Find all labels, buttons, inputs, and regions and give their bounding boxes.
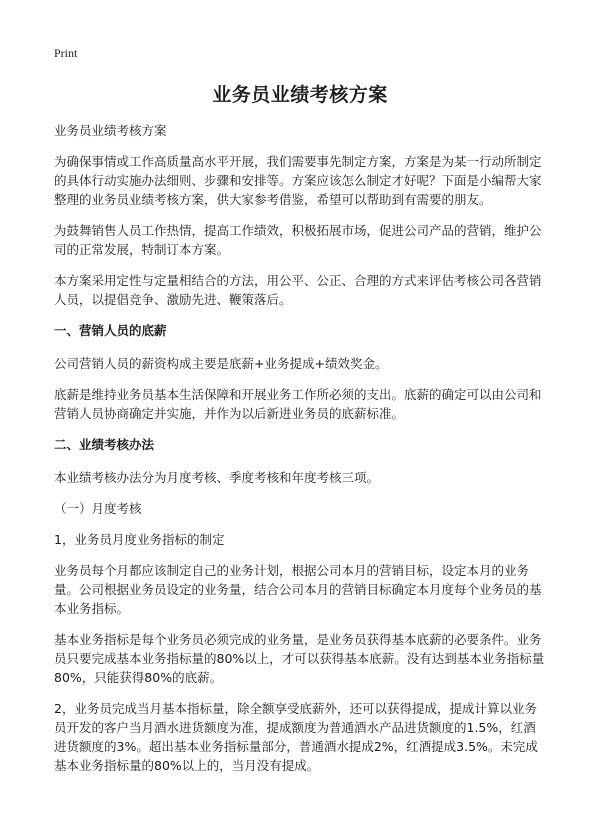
document-body	[54, 121, 548, 787]
subsection-heading: （一）月度考核	[54, 501, 142, 516]
section-paragraph: 业务员每个月都应该制定自己的业务计划，根据公司本月的营销目标，设定本月的业务量。公司根据业务员设定的业务量，结合公司本月的营销目标确定本月度每个业务员的基本业务指标。	[54, 563, 542, 616]
section-paragraph: 2，业务员完成当月基本指标量，除全额享受底薪外，还可以获得提成，提成计算以业务员开发的客户当月酒水进货额度为准，提成额度为普通酒水产品进货额度的1.5%，红酒进货额度的3%。超出基本业务指标量部分，普通酒水提成2%，红酒提成3.5%。未完成基本业务指标量的80%以上的，当月没有提成。	[54, 701, 538, 773]
document-subtitle: 业务员业绩考核方案	[54, 123, 167, 138]
item-heading: 1，业务员月度业务指标的制定	[54, 532, 225, 547]
section-paragraph: 本业绩考核办法分为月度考核、季度考核和年度考核三项。	[54, 470, 380, 485]
intro-paragraph: 为鼓舞销售人员工作热情，提高工作绩效，积极拓展市场，促进公司产品的营销，维护公司的正常发展，特制订本方案。	[54, 223, 542, 257]
intro-paragraph: 为确保事情或工作高质量高水平开展，我们需要事先制定方案，方案是为某一行动所制定的具体行动实施办法细则、步骤和安排等。方案应该怎么制定才好呢？下面是小编帮大家整理的业务员业绩考核方案，供大家参考借鉴，希望可以帮助到有需要的朋友。	[54, 154, 542, 207]
section-heading: 一、营销人员的底薪	[54, 323, 167, 338]
section-paragraph: 底薪是维持业务员基本生活保障和开展业务工作所必须的支出。底薪的确定可以由公司和营销人员协商确定并实施，并作为以后新进业务员的底薪标准。	[54, 387, 542, 421]
print-link[interactable]: Print	[54, 46, 78, 60]
section-paragraph: 公司营销人员的薪资构成主要是底薪+业务提成+绩效奖金。	[54, 356, 388, 371]
section-heading: 二、业绩考核办法	[54, 437, 155, 452]
document-title: 业务员业绩考核方案	[212, 84, 388, 106]
section-paragraph: 基本业务指标是每个业务员必须完成的业务量，是业务员获得基本底薪的必要条件。业务员只要完成基本业务指标量的80%以上，才可以获得基本底薪。没有达到基本业务指标量80%，只能获得80%的底薪。	[54, 632, 545, 685]
intro-paragraph: 本方案采用定性与定量相结合的方法，用公平、公正、合理的方式来评估考核公司各营销人员，以提倡竞争、激励先进、鞭策落后。	[54, 273, 542, 307]
